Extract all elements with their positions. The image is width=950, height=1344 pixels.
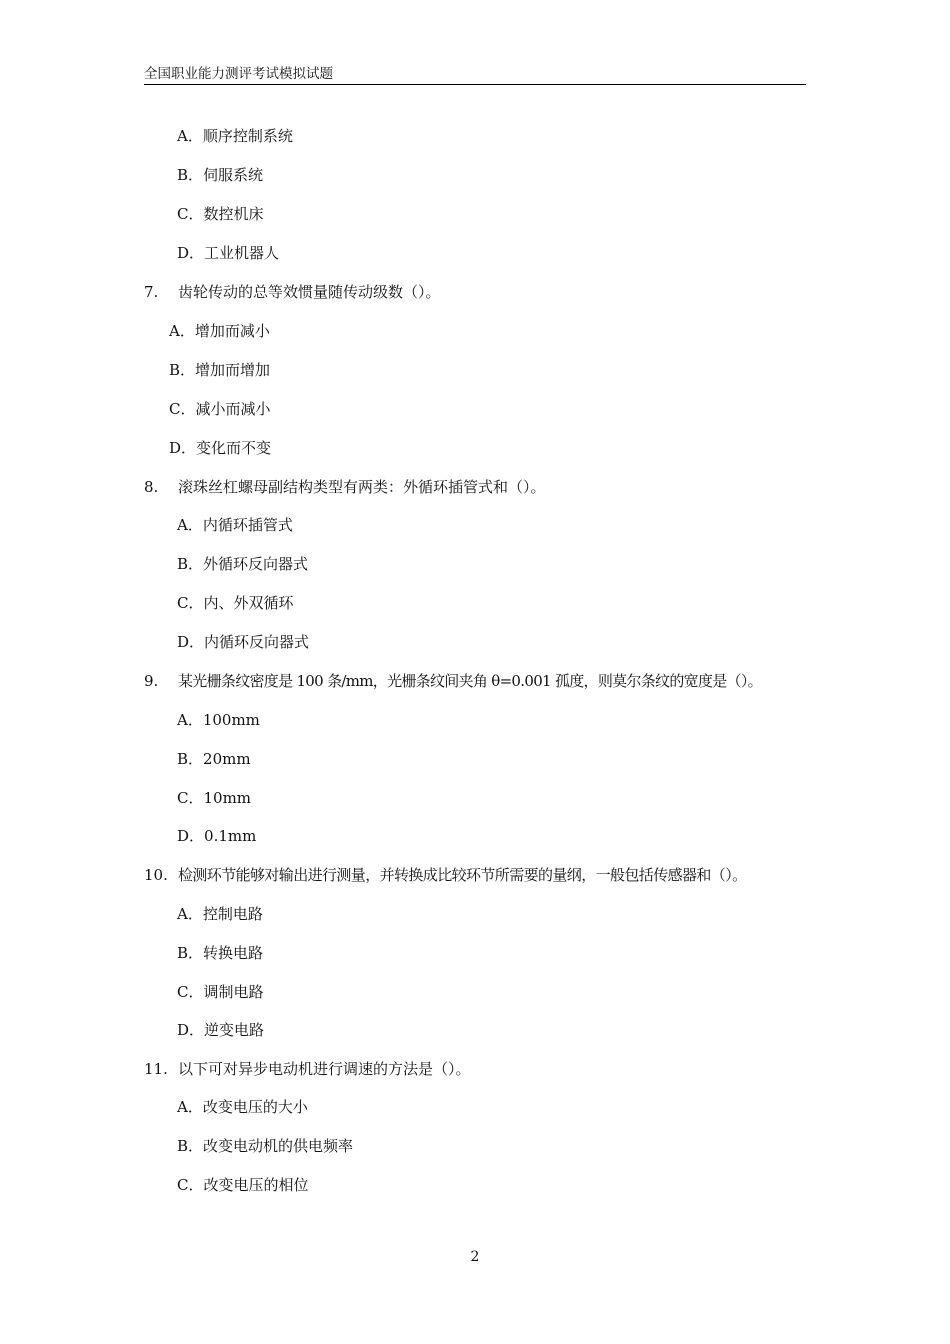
option-item: D．工业机器人	[177, 244, 280, 262]
question-number: 11.	[144, 1060, 168, 1078]
header-title: 全国职业能力测评考试模拟试题	[144, 66, 333, 82]
question-number: 10.	[144, 866, 168, 884]
option-item: D．逆变电路	[177, 1021, 265, 1039]
option-item: B．伺服系统	[177, 166, 264, 184]
question-number: 8.	[144, 478, 159, 496]
option-item: A．100mm	[177, 711, 260, 729]
page-header	[144, 62, 806, 85]
option-item: B．20mm	[177, 750, 251, 768]
option-item: A．控制电路	[177, 905, 263, 923]
option-item: D．内循环反向器式	[177, 633, 310, 651]
option-item: D．变化而不变	[169, 439, 272, 457]
option-item: B．外循环反向器式	[177, 555, 309, 573]
option-item: B．改变电动机的供电频率	[177, 1137, 354, 1155]
option-item: D．0.1mm	[177, 827, 257, 845]
option-item: C．数控机床	[177, 205, 264, 223]
option-item: C．改变电压的相位	[177, 1176, 309, 1194]
question-number: 7.	[144, 283, 159, 301]
option-item: A．增加而减小	[169, 322, 270, 340]
question-stem: 以下可对异步电动机进行调速的方法是（）。	[178, 1060, 471, 1078]
option-item: B．转换电路	[177, 944, 264, 962]
question-stem: 检测环节能够对输出进行测量，并转换成比较环节所需要的量纲，一般包括传感器和（）。	[178, 866, 747, 884]
option-item: C．10mm	[177, 789, 252, 807]
question-stem: 某光栅条纹密度是 100 条/mm，光栅条纹间夹角 θ=0.001 孤度，则莫尔条纹的宽度是（）。	[178, 672, 762, 690]
option-item: C．内、外双循环	[177, 594, 294, 612]
option-item: A．改变电压的大小	[177, 1098, 308, 1116]
option-item: C．调制电路	[177, 983, 264, 1001]
option-item: A．顺序控制系统	[177, 127, 293, 145]
question-stem: 齿轮传动的总等效惯量随传动级数（）。	[178, 283, 441, 301]
option-item: B．增加而增加	[169, 361, 271, 379]
question-number: 9.	[144, 672, 159, 690]
option-item: C．减小而减小	[169, 400, 271, 418]
page-number: 2	[470, 1249, 480, 1265]
question-stem: 滚珠丝杠螺母副结构类型有两类：外循环插管式和（）。	[178, 478, 546, 496]
option-item: A．内循环插管式	[177, 516, 293, 534]
